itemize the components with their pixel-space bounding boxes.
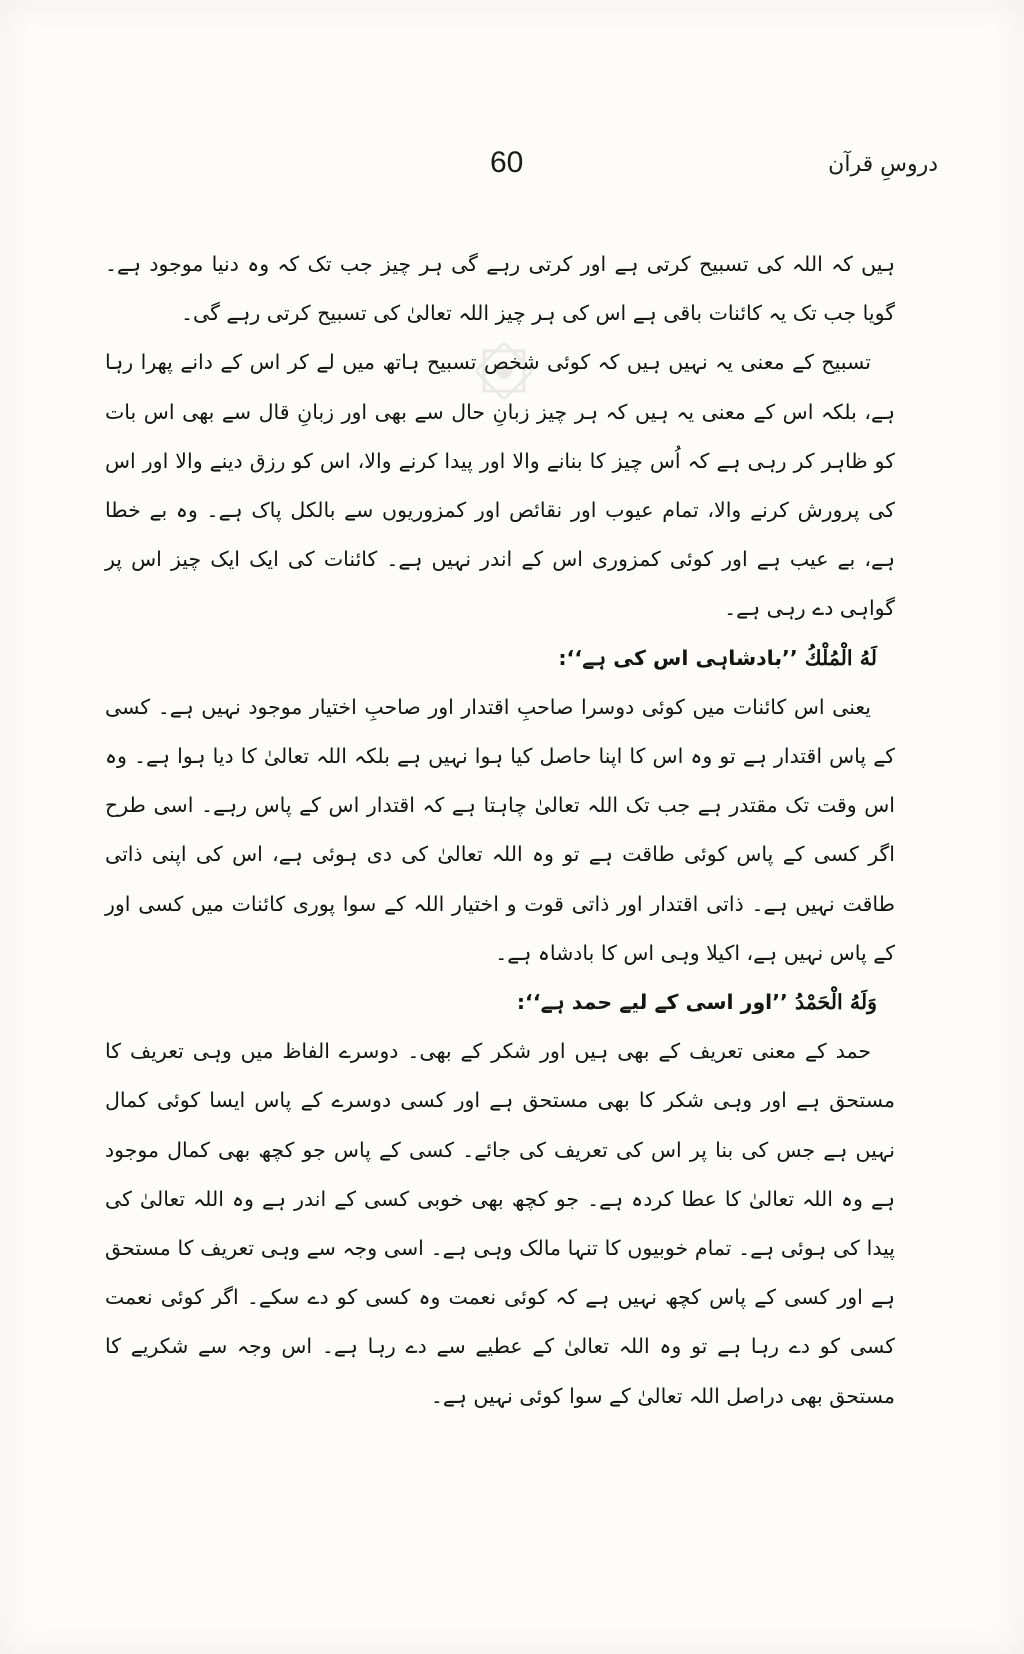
page-body <box>105 240 895 1421</box>
paragraph-tasbeeh-meaning: تسبیح کے معنی یہ نہیں ہیں کہ کوئی شخص تسبیح ہاتھ میں لے کر اس کے دانے پھرا رہا ہے، بلکہ اس کے معنی یہ ہیں کہ ہر چیز زبانِ حال سے بھی اور زبانِ قال سے بھی اس بات کو ظاہر کر رہی ہے کہ اُس چیز کا بنانے والا اور پیدا کرنے والا، اس کو رزق دینے والا اور اس کی پرورش کرنے والا، تمام عیوب اور نقائص اور کمزوریوں سے بالکل پاک ہے۔ وہ بے خطا ہے، بے عیب ہے اور کوئی کمزوری اس کے اندر نہیں ہے۔ کائنات کی ایک ایک چیز اس پر گواہی دے رہی ہے۔ <box>105 350 895 621</box>
heading-hamd-arabic: وَلَهُ الْحَمْدُ <box>794 990 877 1015</box>
page-header <box>0 146 1024 196</box>
heading-mulk-arabic: لَهُ الْمُلْكُ <box>804 645 877 670</box>
running-title: دروسِ قرآن <box>828 152 938 177</box>
heading-mulk-translation: ’’بادشاہی اس کی ہے‘‘: <box>558 645 798 670</box>
paragraph-tasbeeh-continuation: ہیں کہ اللہ کی تسبیح کرتی ہے اور کرتی رہے گی ہر چیز جب تک کہ وہ دنیا موجود ہے۔ گویا جب تک یہ کائنات باقی ہے اس کی ہر چیز اللہ تعالیٰ کی تسبیح کرتی رہے گی۔ <box>105 252 895 326</box>
heading-hamd-translation: ’’اور اسی کے لیے حمد ہے‘‘: <box>516 990 788 1015</box>
paragraph-hamd: حمد کے معنی تعریف کے بھی ہیں اور شکر کے بھی۔ دوسرے الفاظ میں وہی تعریف کا مستحق ہے اور وہی شکر کا بھی مستحق ہے اور کسی دوسرے کے پاس ایسا کوئی کمال نہیں ہے جس کی بنا پر اس کی تعریف کی جائے۔ کسی کے پاس جو کچھ بھی کمال موجود ہے وہ اللہ تعالیٰ کا عطا کردہ ہے۔ جو کچھ بھی خوبی کسی کے اندر ہے وہ اللہ تعالیٰ کی پیدا کی ہوئی ہے۔ تمام خوبیوں کا تنہا مالک وہی ہے۔ اسی وجہ سے وہی تعریف کا مستحق ہے اور کسی کے پاس کچھ نہیں ہے کہ کوئی نعمت وہ کسی کو دے سکے۔ اگر کوئی نعمت کسی کو دے رہا ہے تو وہ اللہ تعالیٰ کے عطیے سے دے رہا ہے۔ اس وجہ سے شکریے کا مستحق بھی دراصل اللہ تعالیٰ کے سوا کوئی نہیں ہے۔ <box>105 1039 895 1408</box>
paragraph-mulk: یعنی اس کائنات میں کوئی دوسرا صاحبِ اقتدار اور صاحبِ اختیار موجود نہیں ہے۔ کسی کے پاس اقتدار ہے تو وہ اس کا اپنا حاصل کیا ہوا نہیں ہے بلکہ اللہ تعالیٰ کا دیا ہوا ہے۔ وہ اس وقت تک مقتدر ہے جب تک اللہ تعالیٰ چاہتا ہے کہ اقتدار اس کے پاس رہے۔ اسی طرح اگر کسی کے پاس کوئی طاقت ہے تو وہ اللہ تعالیٰ کی دی ہوئی ہے، اس کی اپنی ذاتی طاقت نہیں ہے۔ ذاتی اقتدار اور ذاتی قوت و اختیار اللہ کے سوا پوری کائنات میں کسی اور کے پاس نہیں ہے، اکیلا وہی اس کا بادشاہ ہے۔ <box>105 694 895 965</box>
section-heading-mulk <box>105 634 895 683</box>
page-number: 60 <box>490 146 524 179</box>
section-heading-hamd <box>105 978 895 1027</box>
